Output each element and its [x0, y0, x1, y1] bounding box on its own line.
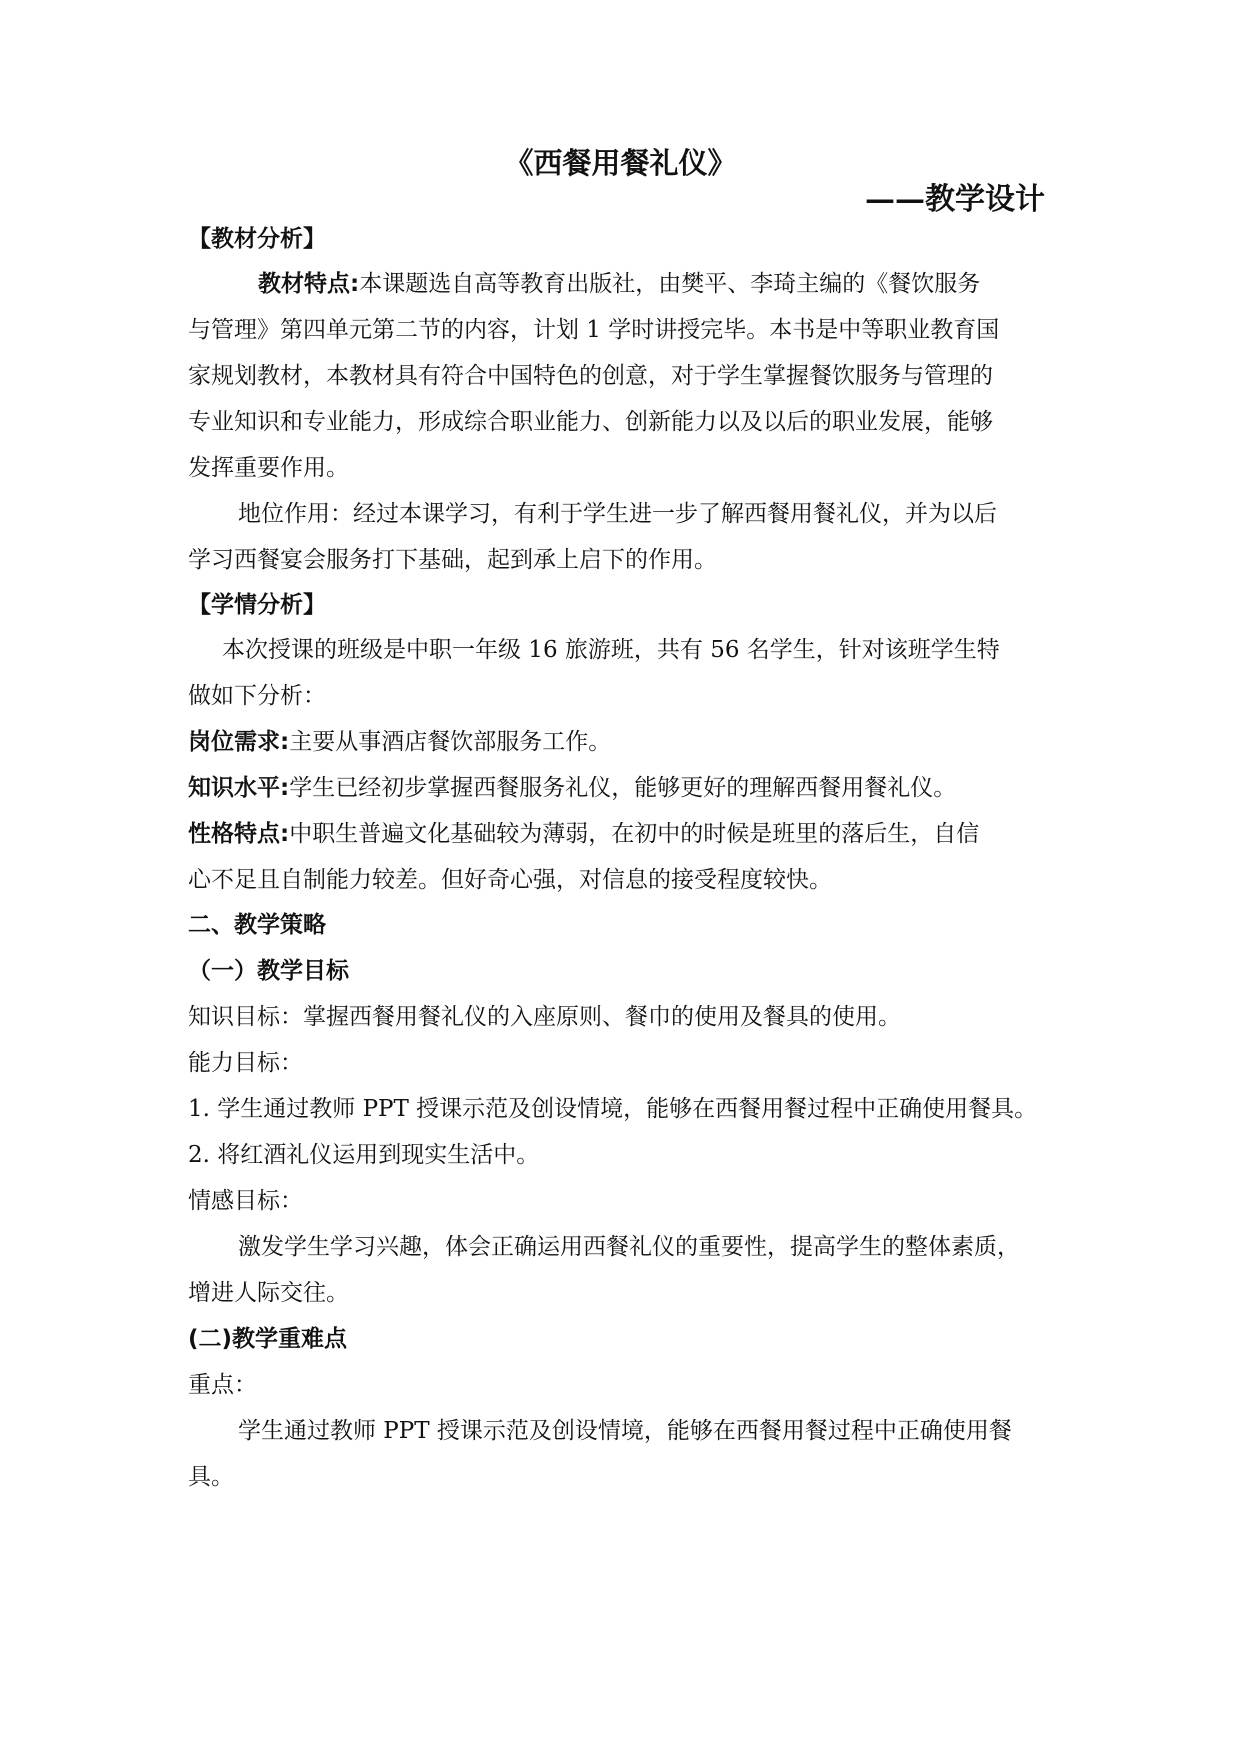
character-paragraph [188, 814, 1068, 854]
emotion-goal-line: 增进人际交往。 [188, 1280, 349, 1306]
emotion-goal-line: 激发学生学习兴趣，体会正确运用西餐礼仪的重要性，提高学生的整体素质， [238, 1234, 1020, 1260]
features-text-line: 发挥重要作用。 [188, 455, 349, 481]
position-text-line: 学习西餐宴会服务打下基础，起到承上启下的作用。 [188, 547, 717, 573]
knowledge-level-text: 学生已经初步掌握西餐服务礼仪，能够更好的理解西餐用餐礼仪。 [289, 775, 957, 801]
section-heading-teaching-strategy: 二、教学策略 [188, 912, 326, 938]
paragraph-material-features [258, 264, 1138, 304]
character-text-line: 心不足且自制能力较差。但好奇心强，对信息的接受程度较快。 [188, 867, 832, 893]
subheading-teaching-goals: （一）教学目标 [188, 958, 349, 984]
character-label: 性格特点: [188, 821, 290, 847]
key-point-text-line: 具。 [188, 1464, 234, 1490]
features-text-line: 与管理》第四单元第二节的内容，计划 1 学时讲授完毕。本书是中等职业教育国 [188, 317, 1000, 343]
job-demand-paragraph [188, 722, 1068, 762]
character-text-line: 中职生普遍文化基础较为薄弱，在初中的时候是班里的落后生，自信 [289, 821, 980, 847]
key-point-label: 重点： [188, 1372, 257, 1398]
features-label: 教材特点: [258, 271, 360, 297]
ability-goal-item: 1. 学生通过教师 PPT 授课示范及创设情境，能够在西餐用餐过程中正确使用餐具。 [188, 1096, 1038, 1122]
document-subtitle: ——教学设计 [865, 182, 1045, 217]
knowledge-level-paragraph [188, 768, 1068, 808]
emotion-goal-label: 情感目标： [188, 1188, 303, 1214]
document-title: 《西餐用餐礼仪》 [504, 146, 737, 180]
ability-goal-item: 2. 将红酒礼仪运用到现实生活中。 [188, 1142, 540, 1168]
features-text-line: 家规划教材，本教材具有符合中国特色的创意，对于学生掌握餐饮服务与管理的 [188, 363, 993, 389]
subheading-key-difficult-points: (二)教学重难点 [188, 1326, 348, 1352]
section-heading-material-analysis: 【教材分析】 [188, 226, 326, 252]
job-demand-label: 岗位需求: [188, 729, 290, 755]
key-point-text-line: 学生通过教师 PPT 授课示范及创设情境，能够在西餐用餐过程中正确使用餐 [238, 1418, 1012, 1444]
position-text-line: 地位作用：经过本课学习，有利于学生进一步了解西餐用餐礼仪，并为以后 [238, 501, 997, 527]
job-demand-text: 主要从事酒店餐饮部服务工作。 [289, 729, 612, 755]
student-intro-line: 本次授课的班级是中职一年级 16 旅游班，共有 56 名学生，针对该班学生特 [222, 637, 1000, 663]
features-text-line: 本课题选自高等教育出版社，由樊平、李琦主编的《餐饮服务 [359, 271, 981, 297]
knowledge-level-label: 知识水平: [188, 775, 290, 801]
knowledge-goal-line: 知识目标：掌握西餐用餐礼仪的入座原则、餐巾的使用及餐具的使用。 [188, 1004, 901, 1030]
section-heading-student-analysis: 【学情分析】 [188, 592, 326, 618]
features-text-line: 专业知识和专业能力，形成综合职业能力、创新能力以及以后的职业发展，能够 [188, 409, 993, 435]
student-intro-line: 做如下分析： [188, 683, 326, 709]
ability-goal-label: 能力目标： [188, 1050, 303, 1076]
